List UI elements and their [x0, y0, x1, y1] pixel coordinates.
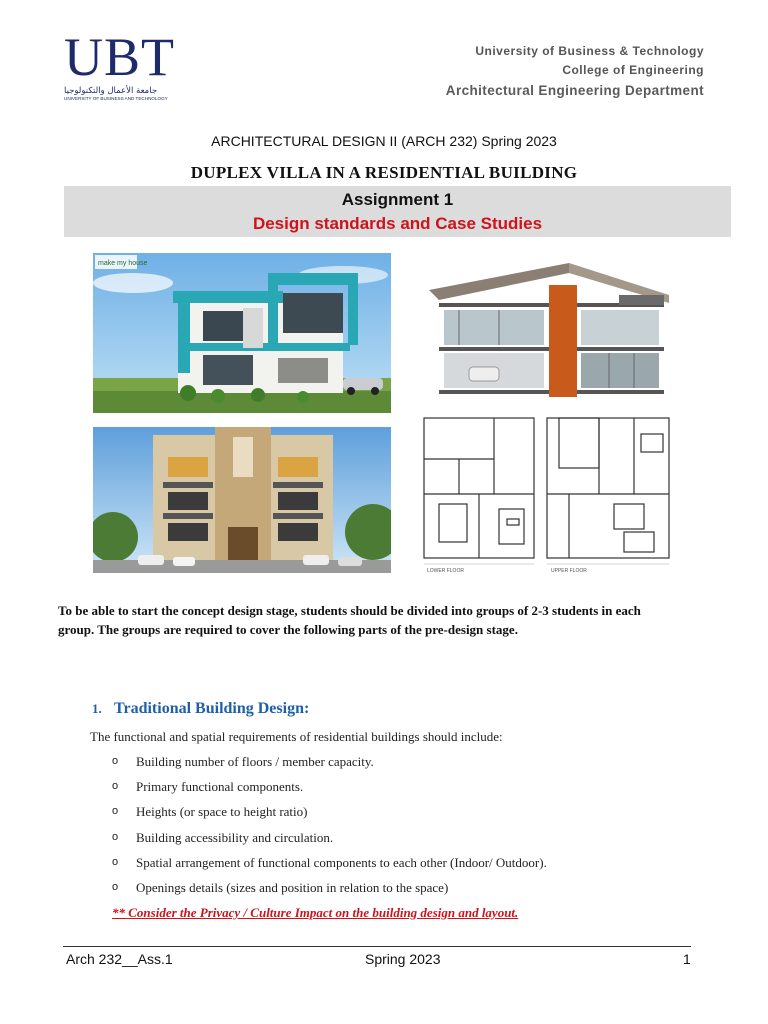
list-item-text: Primary functional components.	[136, 779, 304, 795]
list-item	[112, 879, 547, 904]
list-item-text: Openings details (sizes and position in relation to the space)	[136, 879, 449, 895]
assignment-subtitle: Design standards and Case Studies	[252, 214, 543, 233]
university-header	[446, 42, 704, 101]
section-lead: The functional and spatial requirements of residential buildings should include:	[90, 729, 503, 744]
list-item	[112, 854, 547, 879]
ubt-logo	[64, 27, 188, 102]
section-number: 1.	[92, 701, 102, 716]
assignment-label: Assignment 1	[341, 190, 454, 209]
list-item-text: Spatial arrangement of functional components to each other (Indoor/ Outdoor).	[136, 854, 547, 870]
logo-arabic-text: جامعة الأعمال والتكنولوجيا	[64, 86, 158, 96]
page-number: 1	[683, 951, 691, 967]
bullet-marker: o	[112, 780, 119, 793]
upper-floor-label: UPPER FLOOR	[551, 568, 587, 574]
lower-floor-label: LOWER FLOOR	[427, 568, 464, 574]
bullet-marker: o	[112, 805, 119, 818]
list-item-text: Heights (or space to height ratio)	[136, 804, 308, 820]
footer-divider	[63, 946, 691, 947]
assignment-banner	[64, 186, 731, 237]
duplex-section-render	[419, 255, 675, 400]
bullet-marker: o	[112, 880, 119, 893]
bullet-marker: o	[112, 755, 119, 767]
intro-paragraph: To be able to start the concept design stage, students should be divided into groups of 2-3 students in each group. The groups are required to cover the following parts of the pre-design stage.	[58, 603, 641, 637]
villa-photo	[93, 253, 391, 413]
floor-plans	[419, 414, 675, 574]
logo-wordmark: UBT	[64, 27, 175, 87]
requirements-list	[112, 753, 547, 904]
list-item-text: Building accessibility and circulation.	[136, 829, 334, 845]
villa-watermark-text: make my house	[98, 260, 148, 267]
department-name: Architectural Engineering Department	[445, 83, 704, 98]
bullet-marker: o	[112, 830, 119, 843]
footer-course-code: Arch 232__Ass.1	[66, 951, 173, 967]
bullet-marker: o	[112, 855, 119, 868]
college-name: College of Engineering	[562, 63, 704, 77]
footer-semester: Spring 2023	[365, 951, 441, 967]
list-item	[112, 778, 547, 803]
apartment-building-photo	[93, 427, 391, 573]
privacy-note: ** Consider the Privacy / Culture Impact on the building design and layout.	[112, 905, 519, 920]
course-title: ARCHITECTURAL DESIGN II (ARCH 232) Spring 2023	[211, 133, 557, 149]
list-item-text: Building number of floors / member capacity.	[136, 754, 374, 769]
section-heading	[92, 700, 309, 718]
logo-english-text: UNIVERSITY OF BUSINESS AND TECHNOLOGY	[64, 96, 168, 101]
university-name: University of Business & Technology	[475, 44, 704, 58]
project-title: DUPLEX VILLA IN A RESIDENTIAL BUILDING	[190, 163, 578, 182]
list-item	[112, 829, 547, 854]
list-item	[112, 753, 547, 778]
list-item	[112, 803, 547, 828]
section-title: Traditional Building Design:	[114, 700, 310, 717]
